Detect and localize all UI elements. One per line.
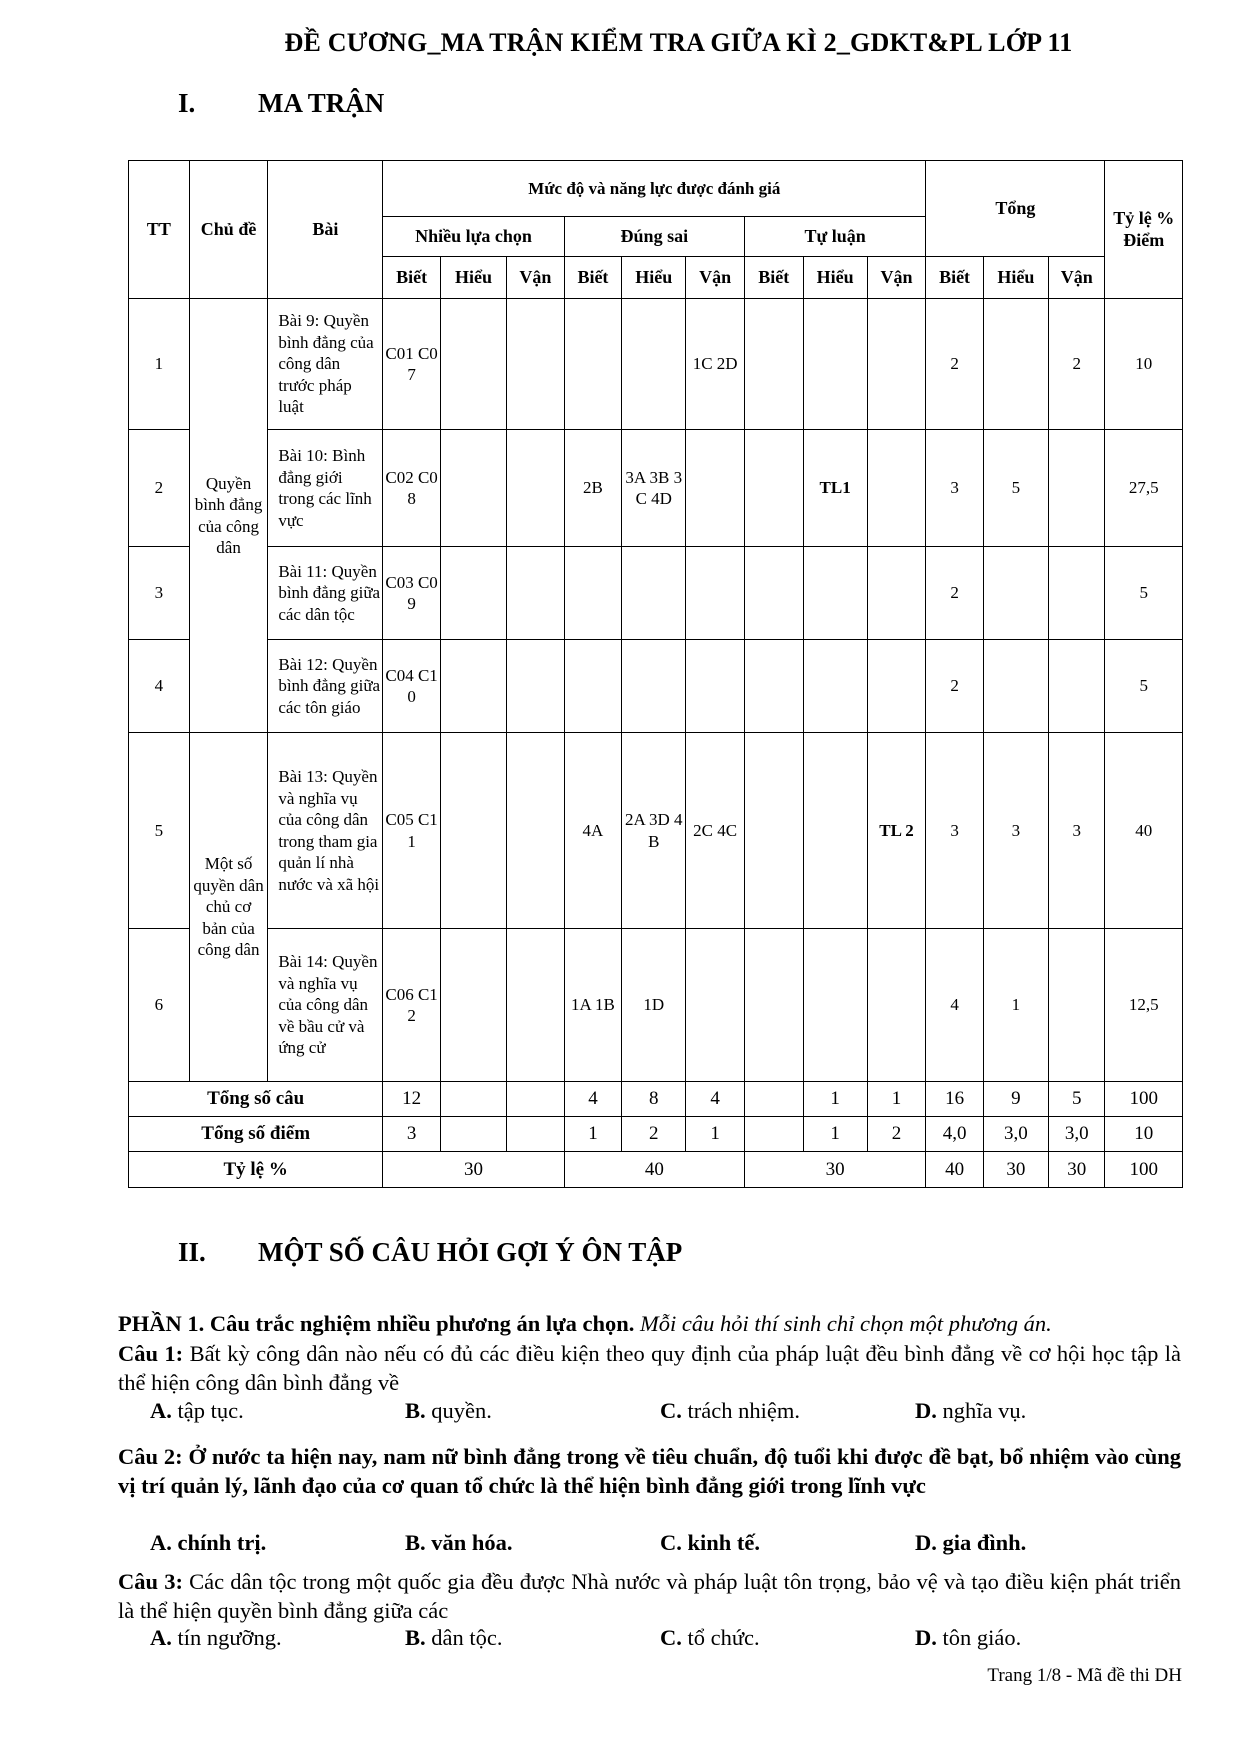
- cell: [440, 1082, 506, 1117]
- cell: [507, 299, 565, 430]
- cell: 8: [622, 1082, 686, 1117]
- table-row: [129, 430, 1183, 547]
- cell: 1D: [622, 929, 686, 1082]
- cell: C03 C09: [383, 547, 441, 640]
- header-ratio: Tỷ lệ % Điểm: [1105, 161, 1183, 299]
- option-d[interactable]: D. gia đình.: [915, 1530, 1027, 1555]
- lesson-cell: Bài 12: Quyền bình đẳng giữa các tôn giáo: [268, 640, 383, 733]
- document-title: ĐỀ CƯƠNG_MA TRẬN KIỂM TRA GIỮA KÌ 2_GDKT&PL LỚP 11: [284, 28, 1073, 57]
- cell: 2: [1049, 299, 1105, 430]
- cell: 2: [926, 547, 984, 640]
- cell: 1: [803, 1117, 867, 1152]
- option-a[interactable]: A. chính trị.: [150, 1530, 267, 1555]
- table-row: [129, 640, 1183, 733]
- cell: [744, 547, 803, 640]
- cell: [1049, 640, 1105, 733]
- cell: C04 C10: [383, 640, 441, 733]
- cell: 30: [383, 1152, 564, 1188]
- question-text: Bất kỳ công dân nào nếu có đủ các điều kiện theo quy định của pháp luật đều bình đẳng về cơ hội học tập là thể hiện công dân bình đẳng về: [118, 1341, 1181, 1395]
- cell: [1049, 430, 1105, 547]
- option-a[interactable]: A. tập tục.: [150, 1398, 244, 1423]
- cell: [507, 1082, 565, 1117]
- cell: 3: [926, 430, 984, 547]
- part-heading-bold: PHẦN 1. Câu trắc nghiệm nhiều phương án lựa chọn.: [118, 1311, 635, 1336]
- cell: 3,0: [1049, 1117, 1105, 1152]
- question-text: Các dân tộc trong một quốc gia đều được Nhà nước và pháp luật tôn trọng, bảo vệ và tạo điều kiện phát triển là thể hiện quyền bình đẳng giữa các: [118, 1569, 1181, 1623]
- cell: 3,0: [983, 1117, 1048, 1152]
- option-c[interactable]: C. trách nhiệm.: [660, 1398, 800, 1423]
- question-label: Câu 2:: [118, 1444, 183, 1469]
- header-sub-biet: Biết: [926, 257, 984, 299]
- table-row: [129, 299, 1183, 430]
- option-b[interactable]: B. văn hóa.: [405, 1530, 513, 1555]
- cell: [744, 1117, 803, 1152]
- row-tt: 5: [129, 733, 190, 929]
- cell: 10: [1105, 299, 1183, 430]
- question-3: [118, 1567, 1181, 1625]
- cell: 2: [926, 640, 984, 733]
- cell: [867, 929, 926, 1082]
- cell: [686, 430, 745, 547]
- section-label: MA TRẬN: [258, 88, 385, 118]
- cell: C02 C08: [383, 430, 441, 547]
- cell: [440, 929, 506, 1082]
- cell: [440, 640, 506, 733]
- part1-heading: [118, 1309, 1181, 1338]
- cell: [507, 929, 565, 1082]
- cell: 1: [867, 1082, 926, 1117]
- cell: 1: [686, 1117, 745, 1152]
- cell: [686, 640, 745, 733]
- cell: 2: [622, 1117, 686, 1152]
- cell: 12,5: [1105, 929, 1183, 1082]
- cell: 10: [1105, 1117, 1183, 1152]
- cell: 2A 3D 4B: [622, 733, 686, 929]
- header-sub-hieu: Hiểu: [803, 257, 867, 299]
- cell: 12: [383, 1082, 441, 1117]
- lesson-cell: Bài 11: Quyền bình đẳng giữa các dân tộc: [268, 547, 383, 640]
- assessment-matrix-table: [128, 160, 1183, 1188]
- cell: [622, 640, 686, 733]
- row-tt: 2: [129, 430, 190, 547]
- topic-cell: Quyền bình đẳng của công dân: [189, 299, 268, 733]
- cell: [983, 547, 1048, 640]
- cell: [803, 299, 867, 430]
- cell: C06 C12: [383, 929, 441, 1082]
- cell: [744, 640, 803, 733]
- table-row: [129, 929, 1183, 1082]
- cell: [744, 733, 803, 929]
- table-row: [129, 547, 1183, 640]
- cell: 9: [983, 1082, 1048, 1117]
- cell: 100: [1105, 1082, 1183, 1117]
- cell: 100: [1105, 1152, 1183, 1188]
- summary-row-ratio: [129, 1152, 1183, 1188]
- header-levels: Mức độ và năng lực được đánh giá: [383, 161, 926, 217]
- topic-cell: Một số quyền dân chủ cơ bản của công dân: [189, 733, 268, 1082]
- cell: [564, 640, 622, 733]
- cell: [983, 299, 1048, 430]
- section-heading-1: [178, 88, 384, 119]
- row-tt: 3: [129, 547, 190, 640]
- cell: 2: [926, 299, 984, 430]
- header-total: Tổng: [926, 161, 1105, 257]
- cell: 1C 2D: [686, 299, 745, 430]
- cell: 3: [983, 733, 1048, 929]
- summary-label: Tổng số câu: [129, 1082, 383, 1117]
- option-d[interactable]: D. nghĩa vụ.: [915, 1398, 1027, 1423]
- header-group-mc: Nhiều lựa chọn: [383, 217, 564, 257]
- cell: 2B: [564, 430, 622, 547]
- cell: [507, 640, 565, 733]
- cell: 3: [926, 733, 984, 929]
- cell: [507, 430, 565, 547]
- option-d[interactable]: D. tôn giáo.: [915, 1625, 1022, 1650]
- cell: 40: [926, 1152, 984, 1188]
- lesson-cell: Bài 14: Quyền và nghĩa vụ của công dân về bầu cử và ứng cử: [268, 929, 383, 1082]
- page-footer: Trang 1/8 - Mã đề thi DH: [987, 1665, 1182, 1686]
- cell: [440, 547, 506, 640]
- cell: [803, 733, 867, 929]
- cell: 3: [1049, 733, 1105, 929]
- cell: 3A 3B 3C 4D: [622, 430, 686, 547]
- header-sub-hieu: Hiểu: [983, 257, 1048, 299]
- cell: 1: [564, 1117, 622, 1152]
- header-sub-hieu: Hiểu: [622, 257, 686, 299]
- part-instruction: Mỗi câu hỏi thí sinh chỉ chọn một phương án.: [640, 1311, 1052, 1336]
- option-c[interactable]: C. tổ chức.: [660, 1625, 760, 1650]
- cell: 1: [983, 929, 1048, 1082]
- cell: 1A 1B: [564, 929, 622, 1082]
- row-tt: 6: [129, 929, 190, 1082]
- question-label: Câu 1:: [118, 1341, 184, 1366]
- cell: [803, 929, 867, 1082]
- cell: [686, 547, 745, 640]
- cell: C05 C11: [383, 733, 441, 929]
- cell: 16: [926, 1082, 984, 1117]
- cell: 4: [686, 1082, 745, 1117]
- table-row: [129, 733, 1183, 929]
- cell: [440, 430, 506, 547]
- summary-row-questions: [129, 1082, 1183, 1117]
- cell: [440, 733, 506, 929]
- section-number: I.: [178, 88, 196, 118]
- section-number: II.: [178, 1237, 206, 1267]
- cell: 30: [983, 1152, 1048, 1188]
- question-3-options: [150, 1625, 1180, 1654]
- cell: TL1: [803, 430, 867, 547]
- cell: 30: [744, 1152, 925, 1188]
- cell: 40: [564, 1152, 744, 1188]
- header-sub-biet: Biết: [564, 257, 622, 299]
- question-text: Ở nước ta hiện nay, nam nữ bình đẳng trong về tiêu chuẩn, độ tuổi khi được đề bạt, bổ nhiệm vào cùng vị trí quản lý, lãnh đạo của cơ quan tổ chức là thể hiện bình đẳng giới trong lĩnh vực: [118, 1444, 1181, 1498]
- cell: 4: [926, 929, 984, 1082]
- cell: C01 C07: [383, 299, 441, 430]
- cell: 27,5: [1105, 430, 1183, 547]
- cell: [440, 1117, 506, 1152]
- cell: 2C 4C: [686, 733, 745, 929]
- header-sub-biet: Biết: [744, 257, 803, 299]
- cell: [867, 430, 926, 547]
- option-a[interactable]: A. tín ngưỡng.: [150, 1625, 282, 1650]
- cell: [564, 547, 622, 640]
- summary-row-points: [129, 1117, 1183, 1152]
- option-b[interactable]: B. quyền.: [405, 1398, 492, 1423]
- header-group-ds: Đúng sai: [564, 217, 744, 257]
- cell: [867, 640, 926, 733]
- question-2-options: [150, 1530, 1180, 1559]
- row-tt: 1: [129, 299, 190, 430]
- cell: 40: [1105, 733, 1183, 929]
- cell: 1: [803, 1082, 867, 1117]
- cell: 5: [1105, 640, 1183, 733]
- header-lesson: Bài: [268, 161, 383, 299]
- cell: [744, 929, 803, 1082]
- question-1: [118, 1339, 1181, 1397]
- cell: [686, 929, 745, 1082]
- option-c[interactable]: C. kinh tế.: [660, 1530, 761, 1555]
- header-tt: TT: [129, 161, 190, 299]
- cell: [983, 640, 1048, 733]
- lesson-cell: Bài 10: Bình đẳng giới trong các lĩnh vực: [268, 430, 383, 547]
- header-sub-van: Vận: [686, 257, 745, 299]
- summary-label: Tổng số điểm: [129, 1117, 383, 1152]
- question-label: Câu 3:: [118, 1569, 183, 1594]
- cell: [803, 640, 867, 733]
- header-group-tl: Tự luận: [744, 217, 925, 257]
- cell: [803, 547, 867, 640]
- cell: [1049, 929, 1105, 1082]
- cell: 30: [1049, 1152, 1105, 1188]
- cell: [744, 1082, 803, 1117]
- cell: [744, 430, 803, 547]
- cell: [507, 733, 565, 929]
- header-sub-biet: Biết: [383, 257, 441, 299]
- cell: 4,0: [926, 1117, 984, 1152]
- header-sub-hieu: Hiểu: [440, 257, 506, 299]
- cell: [867, 299, 926, 430]
- cell: [440, 299, 506, 430]
- cell: 5: [1049, 1082, 1105, 1117]
- cell: TL 2: [867, 733, 926, 929]
- cell: 2: [867, 1117, 926, 1152]
- summary-label: Tỷ lệ %: [129, 1152, 383, 1188]
- header-topic: Chủ đề: [189, 161, 268, 299]
- cell: [507, 1117, 565, 1152]
- cell: [564, 299, 622, 430]
- section-label: MỘT SỐ CÂU HỎI GỢI Ý ÔN TẬP: [258, 1237, 683, 1267]
- lesson-cell: Bài 9: Quyền bình đẳng của công dân trước pháp luật: [268, 299, 383, 430]
- row-tt: 4: [129, 640, 190, 733]
- cell: [744, 299, 803, 430]
- header-sub-van: Vận: [507, 257, 565, 299]
- question-1-options: [150, 1398, 1180, 1427]
- section-heading-2: [178, 1237, 682, 1268]
- cell: [622, 299, 686, 430]
- cell: 3: [383, 1117, 441, 1152]
- cell: [507, 547, 565, 640]
- cell: [1049, 547, 1105, 640]
- cell: [867, 547, 926, 640]
- header-sub-van: Vận: [867, 257, 926, 299]
- option-b[interactable]: B. dân tộc.: [405, 1625, 503, 1650]
- cell: 4: [564, 1082, 622, 1117]
- cell: 5: [1105, 547, 1183, 640]
- header-sub-van: Vận: [1049, 257, 1105, 299]
- lesson-cell: Bài 13: Quyền và nghĩa vụ của công dân trong tham gia quản lí nhà nước và xã hội: [268, 733, 383, 929]
- cell: [622, 547, 686, 640]
- cell: 4A: [564, 733, 622, 929]
- cell: 5: [983, 430, 1048, 547]
- question-2: [118, 1442, 1181, 1500]
